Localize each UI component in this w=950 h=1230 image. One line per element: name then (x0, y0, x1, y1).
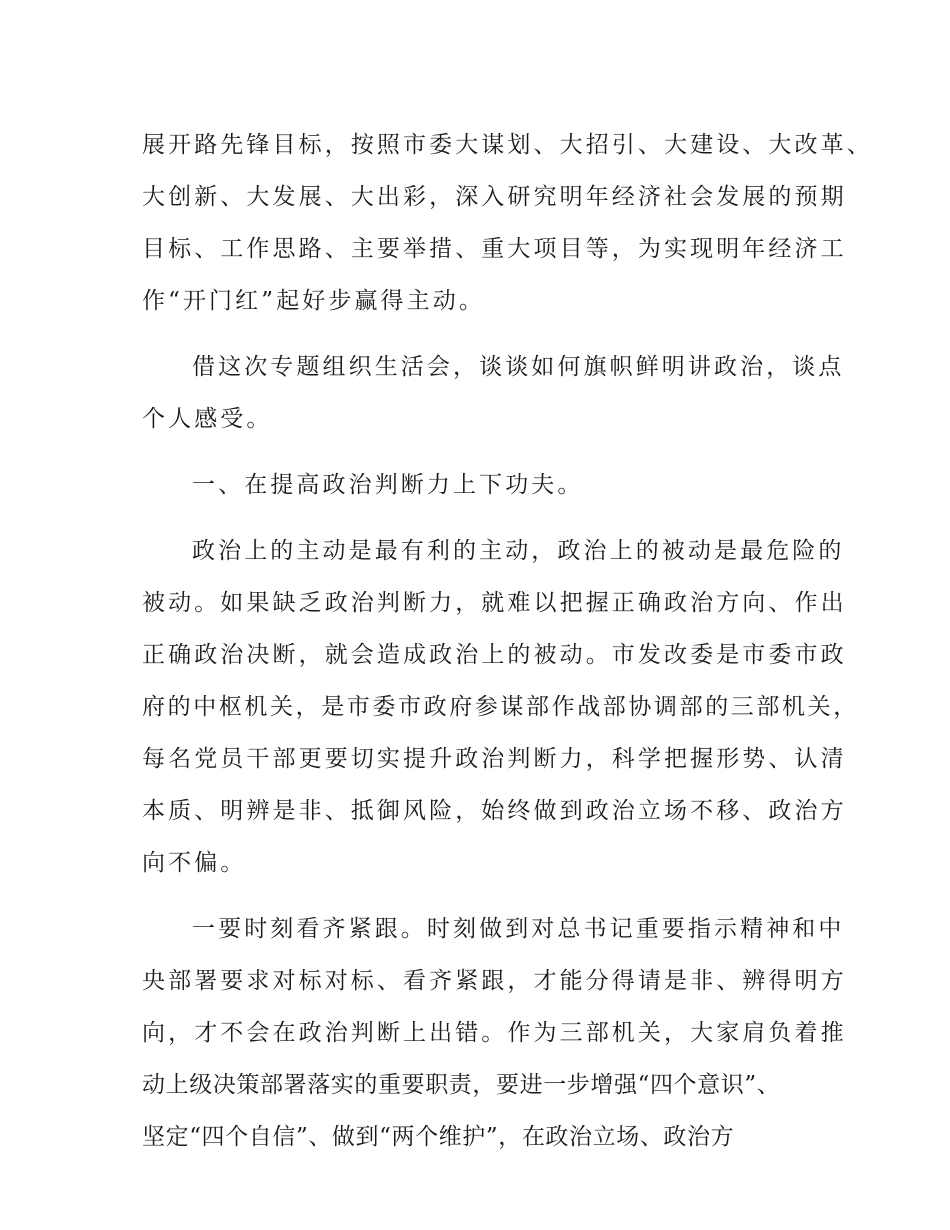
text-line: 向不偏。 (142, 850, 247, 876)
text-line: 被动。如果缺乏政治判断力，就难以把握正确政治方向、作出 (142, 590, 847, 616)
text-line: 府的中枢机关，是市委市政府参谋部作战部协调部的三部机关， (142, 694, 859, 720)
paragraph-continuation (142, 119, 873, 327)
text-line: 借这次专题组织生活会，谈谈如何旗帜鲜明讲政治，谈点 (192, 354, 845, 380)
text-line: 一要时刻看齐紧跟。时刻做到对总书记重要指示精神和中 (192, 916, 845, 942)
text-line: 大创新、大发展、大出彩，深入研究明年经济社会发展的预期 (142, 184, 847, 210)
text-line: 坚定“四个自信”、做到“两个维护”，在政治立场、政治方 (142, 1124, 735, 1150)
section-heading: 一、在提高政治判断力上下功夫。 (192, 472, 584, 498)
text-line: 央部署要求对标对标、看齐紧跟，才能分得请是非、辨得明方 (142, 968, 847, 994)
section-heading-one (142, 459, 812, 511)
text-line: 每名党员干部更要切实提升政治判断力，科学把握形势、认清 (142, 746, 847, 772)
paragraph-political-initiative (142, 525, 859, 889)
text-line: 政治上的主动是最有利的主动，政治上的被动是最危险的 (192, 538, 845, 564)
text-line: 向，才不会在政治判断上出错。作为三部机关，大家肩负着推 (142, 1020, 847, 1046)
text-line: 展开路先锋目标，按照市委大谋划、大招引、大建设、大改革、 (142, 132, 873, 158)
paragraph-keep-aligned (142, 903, 847, 1163)
text-line: 正确政治决断，就会造成政治上的被动。市发改委是市委市政 (142, 642, 847, 668)
text-line: 目标、工作思路、主要举措、重大项目等，为实现明年经济工 (142, 236, 847, 262)
document-body (142, 119, 873, 1163)
paragraph-intro (142, 341, 845, 445)
text-line: 本质、明辨是非、抵御风险，始终做到政治立场不移、政治方 (142, 798, 847, 824)
text-line: 动上级决策部署落实的重要职责，要进一步增强“四个意识”、 (142, 1072, 781, 1098)
text-line: 作“开门红”起好步赢得主动。 (142, 288, 485, 314)
text-line: 个人感受。 (142, 406, 273, 432)
